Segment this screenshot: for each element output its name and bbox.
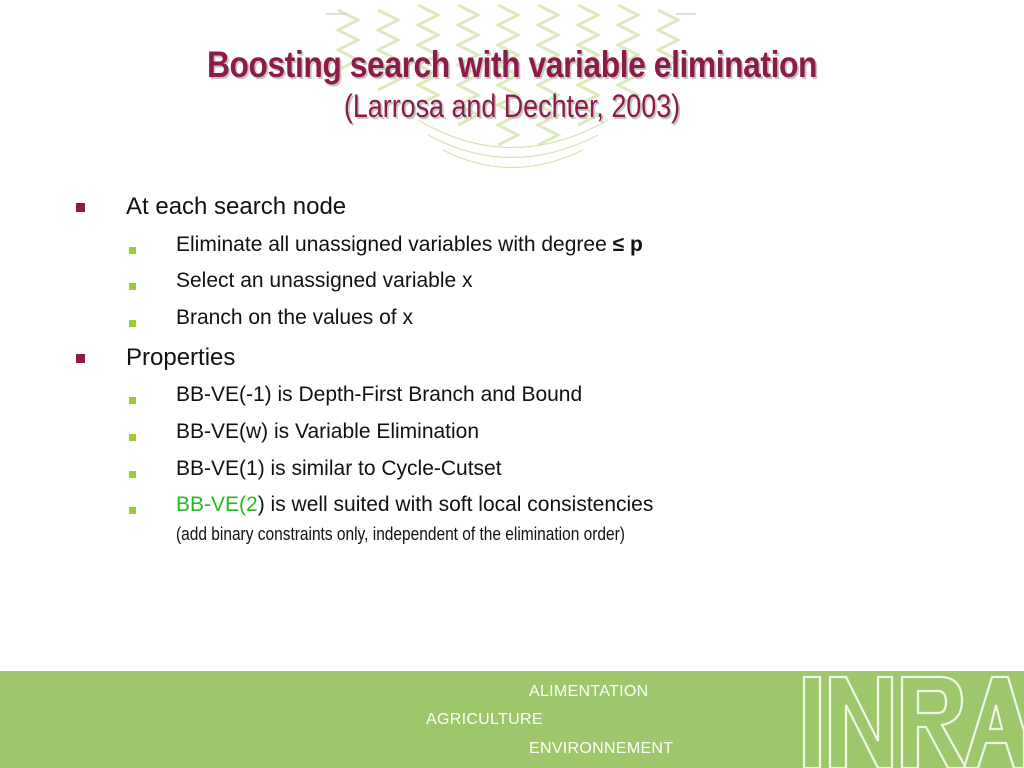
bullet-square-icon: [76, 203, 85, 212]
degree-bound: ≤ p: [612, 233, 643, 256]
sub-bullet-square-icon: [129, 397, 136, 404]
sub-bullet-square-icon: [129, 471, 136, 478]
slide-subtitle: (Larrosa and Dechter, 2003): [343, 88, 681, 124]
sub-bullet-square-icon: [129, 283, 136, 290]
sub-bullet-square-icon: [129, 320, 136, 327]
sub-bullet-square-icon: [129, 434, 136, 441]
sub-bullet-select: Select an unassigned variable x: [176, 269, 473, 292]
footer-environnement: ENVIRONNEMENT: [529, 740, 674, 757]
sub-bullet-text: ) is well suited with soft local consistencies: [257, 493, 654, 516]
sub-bullet-bbve-w: BB-VE(w) is Variable Elimination: [176, 420, 480, 443]
sub-bullet-square-icon: [129, 247, 136, 254]
highlight-bbve-2: BB-VE(2: [176, 493, 258, 516]
bullet-item-search-node: At each search node: [126, 193, 347, 220]
bullet-item-properties: Properties: [126, 344, 236, 371]
slide-title: Boosting search with variable elimination: [206, 44, 818, 85]
inra-logo: [800, 671, 1024, 768]
sub-bullet-eliminate: [176, 233, 643, 257]
sub-bullet-bbve-2: [176, 493, 653, 517]
title-block: [0, 44, 1024, 125]
sub-bullet-text: Eliminate all unassigned variables with degree: [176, 233, 613, 256]
sub-bullet-branch: Branch on the values of x: [176, 306, 413, 329]
bbve-2-note: (add binary constraints only, independent of the elimination order): [176, 524, 625, 544]
bullet-square-icon: [76, 354, 85, 363]
sub-bullet-bbve-minus1: BB-VE(-1) is Depth-First Branch and Bound: [176, 383, 583, 406]
sub-bullet-square-icon: [129, 507, 136, 514]
sub-bullet-bbve-1: BB-VE(1) is similar to Cycle-Cutset: [176, 457, 502, 480]
footer-alimentation: ALIMENTATION: [529, 683, 649, 700]
footer-agriculture: AGRICULTURE: [426, 711, 543, 728]
